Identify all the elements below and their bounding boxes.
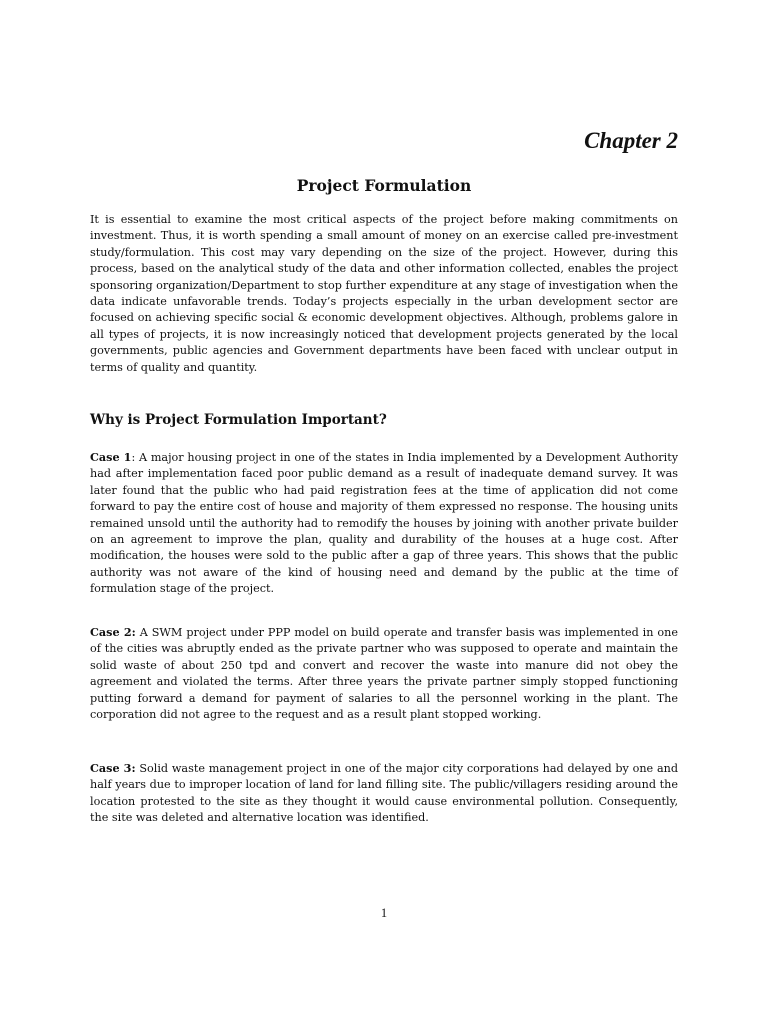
case-1-paragraph: [90, 449, 678, 598]
case-1-text: A major housing project in one of the states in India implemented by a Development Authority had after implementation faced poor public demand as a result of inadequate demand survey. It was later found that the public who had paid registration fees at the time of application did not come forward to pay the entire cost of house and majority of them expressed no response. The housing units remained unsold until the authority had to remodify the houses by joining with another private builder on an agreement to improve the plan, quality and durability of the houses at a huge cost. After modification, the houses were sold to the public after a gap of three years. This shows that the public authority was not aware of the kind of housing need and demand by the public at the time of formulation stage of the project.: [90, 451, 679, 596]
case-1-label: Case 1: [90, 450, 132, 464]
case-3-text: Solid waste management project in one of the major city corporations had delayed by one and half years due to improper location of land for land filling site. The public/villagers residing around the location protested to the site as they thought it would cause environmental pollution. Consequently, the site was deleted and alternative location was identified.: [90, 762, 678, 825]
case-2-paragraph: [90, 624, 678, 723]
page-title: Project Formulation: [296, 176, 472, 195]
chapter-label: Chapter 2: [584, 128, 678, 153]
case-1-separator: :: [131, 451, 139, 464]
page-number: 1: [380, 906, 388, 920]
case-3-paragraph: [90, 760, 678, 827]
case-2-text: A SWM project under PPP model on build operate and transfer basis was implemented in one of the cities was abruptly ended as the private partner who was supposed to operate and maintain the solid waste of about 250 tpd and convert and recover the waste into manure did not obey the agreement and violated the terms. After three years the private partner simply stopped functioning putting forward a demand for payment of salaries to all the personnel working in the plant. The corporation did not agree to the request and as a result plant stopped working.: [90, 626, 678, 722]
section-heading: Why is Project Formulation Important?: [90, 412, 387, 428]
case-2-label: Case 2:: [90, 625, 136, 639]
intro-paragraph: It is essential to examine the most critical aspects of the project before making commitments on investment. Thus, it is worth spending a small amount of money on an exercise called pre-investment study/formulation. This cost may vary depending on the size of the project. However, during this process, based on the analytical study of the data and other information collected, enables the project sponsoring organization/Department to stop further expenditure at any stage of investigation when the data indicate unfavorable trends. Today’s projects especially in the urban development sector are focused on achieving specific social & economic development objectives. Although, problems galore in all types of projects, it is now increasingly noticed that development projects generated by the local governments, public agencies and Government departments have been faced with unclear output in terms of quality and quantity.: [90, 213, 678, 374]
case-3-label: Case 3:: [90, 761, 136, 775]
